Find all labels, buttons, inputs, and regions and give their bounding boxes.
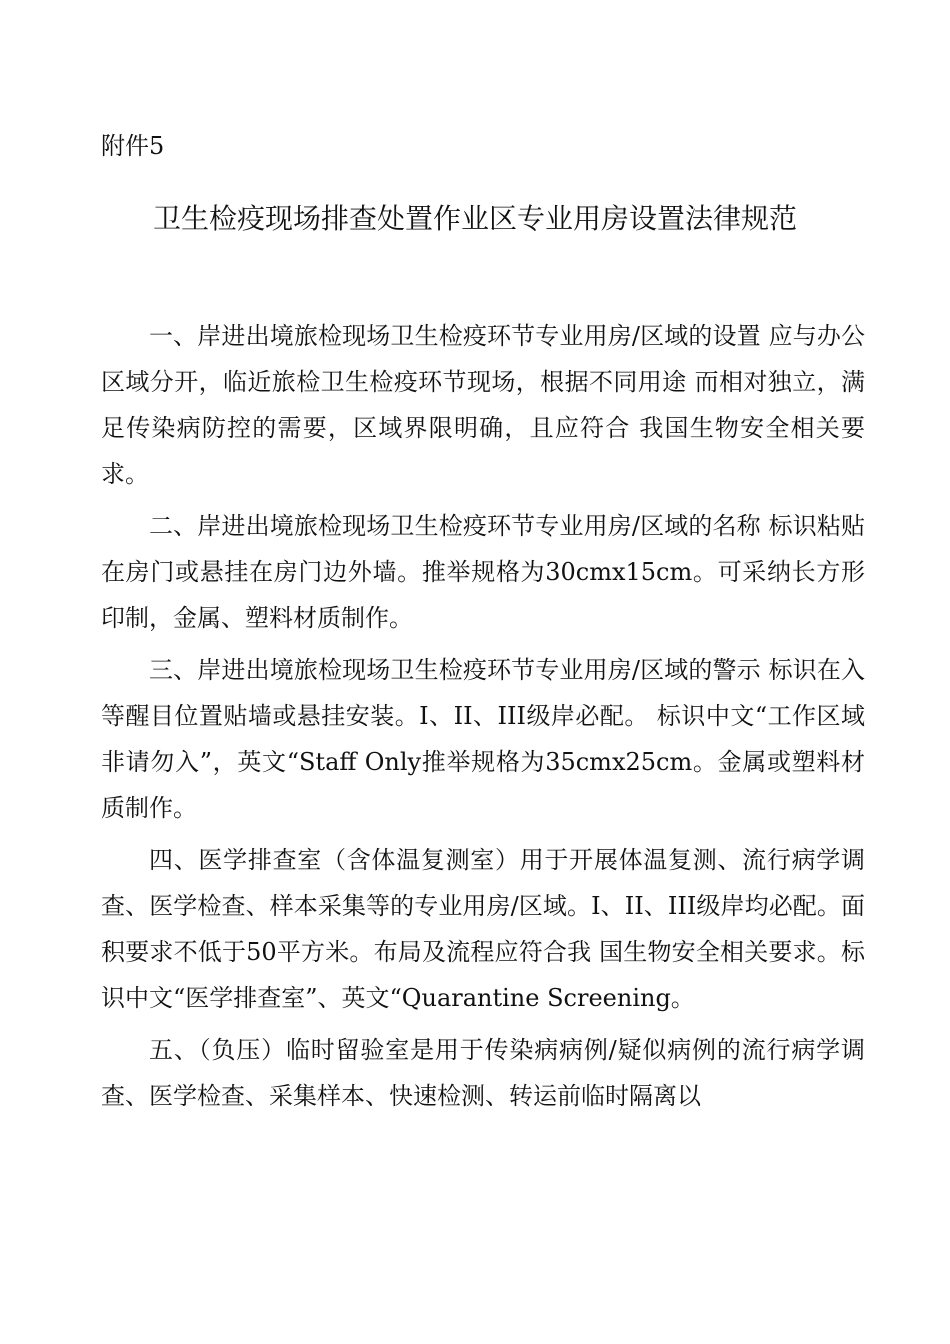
paragraph-3: 三、岸进出境旅检现场卫生检疫环节专业用房/区域的警示 标识在入等醒目位置贴墙或悬挂安装。I、II、III级岸必配。 标识中文“工作区域非请勿入”，英文“Staff Only推举规格为35cmx25cm。金属或塑料材质制作。	[101, 656, 865, 822]
document-title: 卫生检疫现场排查处置作业区专业用房设置法律规范	[152, 202, 797, 235]
paragraph-1: 一、岸进出境旅检现场卫生检疫环节专业用房/区域的设置 应与办公区域分开，临近旅检卫生检疫环节现场，根据不同用途 而相对独立，满足传染病防控的需要，区域界限明确，且应符合 我国生物安全相关要求。	[101, 322, 865, 488]
attachment-label: 附件5	[101, 132, 165, 160]
paragraph-4: 四、医学排查室（含体温复测室）用于开展体温复测、流行病学调查、医学检查、样本采集等的专业用房/区域。I、II、III级岸均必配。面积要求不低于50平方米。布局及流程应符合我 国生物安全相关要求。标识中文“医学排查室”、英文“Quarantine Screening。	[101, 846, 865, 1012]
paragraph-5: 五、（负压）临时留验室是用于传染病病例/疑似病例的流行病学调查、医学检查、采集样本、快速检测、转运前临时隔离以	[101, 1036, 865, 1110]
paragraph-2: 二、岸进出境旅检现场卫生检疫环节专业用房/区域的名称 标识粘贴在房门或悬挂在房门边外墙。推举规格为30cmx15cm。可采纳长方形印制，金属、塑料材质制作。	[101, 512, 865, 632]
document-body	[101, 313, 865, 1125]
